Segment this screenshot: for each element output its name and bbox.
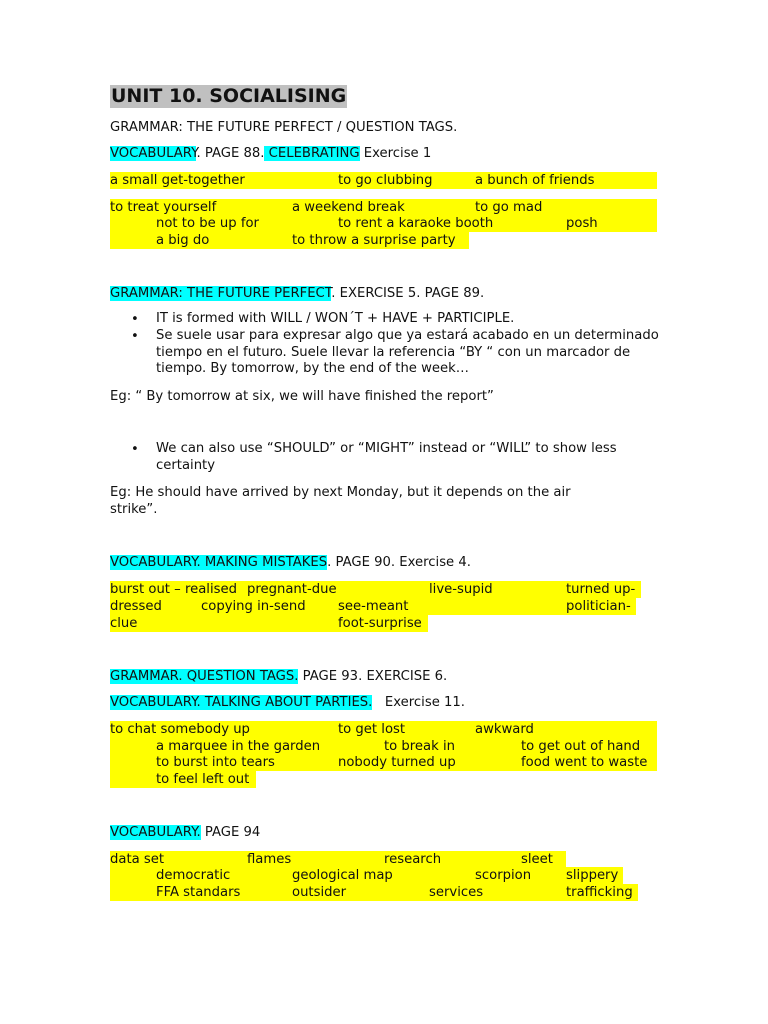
vocab-word: to get lost (338, 722, 406, 737)
parties-heading (110, 694, 465, 711)
vocab-word: flames (247, 852, 292, 867)
highlight-row (110, 851, 566, 868)
vocab-word: geological map (292, 868, 393, 883)
grammar-heading: GRAMMAR: THE FUTURE PERFECT / QUESTION TAGS. (110, 120, 458, 135)
page-ref: PAGE 94 (200, 825, 261, 840)
mistakes-heading (110, 554, 471, 571)
vocab-word: food went to waste (521, 755, 648, 770)
vocab-word: clue (110, 616, 138, 631)
vocab-word: a marquee in the garden (156, 739, 321, 754)
vocab-word: outsider (292, 885, 347, 900)
vocab-word: scorpion (475, 868, 532, 883)
vocab-word: to feel left out (156, 772, 250, 787)
exercise-ref: . EXERCISE 5. PAGE 89. (331, 286, 485, 301)
page-title: UNIT 10. SOCIALISING (111, 85, 347, 107)
example-sentence: Eg: “ By tomorrow at six, we will have finished the report” (110, 389, 494, 404)
vocab-word: copying in-send (201, 599, 306, 614)
vocab-word: research (384, 852, 442, 867)
vocab-word: not to be up for (156, 216, 259, 231)
vocab-word: foot-surprise (338, 616, 422, 631)
example-sentence: Eg: He should have arrived by next Monday, but it depends on the air strike”. (110, 485, 571, 517)
future-perfect-heading (110, 285, 484, 302)
exercise-ref: PAGE 93. EXERCISE 6. (298, 669, 448, 684)
vocab-word: trafficking (566, 885, 633, 900)
vocab-word: a small get-together (110, 173, 245, 188)
vocab-word: to go mad (475, 200, 543, 215)
vocab-word: slippery (566, 868, 619, 883)
vocab-word: to burst into tears (156, 755, 275, 770)
question-tags-heading (110, 668, 447, 685)
vocab-word: to break in (384, 739, 455, 754)
bullet-text: Se suele usar para expresar algo que ya estará acabado en un determinado tiempo en el futuro. Suele llevar la referencia “BY “ con un marcador de tiempo. By tomorrow, by the end of the week… (156, 328, 659, 376)
bullet-dot: • (131, 329, 139, 344)
vocab-word: to get out of hand (521, 739, 641, 754)
vocab-word: FFA standars (156, 885, 241, 900)
bullet-text: IT is formed with WILL / WON´T + HAVE + PARTICIPLE. (156, 311, 515, 326)
vocab-word: sleet (521, 852, 553, 867)
celebrating-label: CELEBRATING (264, 146, 360, 161)
vocab-word: live-supid (429, 582, 493, 597)
page-ref: . PAGE 88. (196, 146, 265, 161)
vocab-word: politician- (566, 599, 631, 614)
exercise-ref: . PAGE 90. Exercise 4. (327, 555, 471, 570)
vocab-word: awkward (475, 722, 534, 737)
vocab-word: posh (566, 216, 598, 231)
vocab-word: to rent a karaoke booth (338, 216, 494, 231)
vocab-word: pregnant-due (247, 582, 337, 597)
vocab-word: see-meant (338, 599, 409, 614)
vocab-word: turned up- (566, 582, 636, 597)
vocab-word: to chat somebody up (110, 722, 250, 737)
vocab-heading-p94 (110, 824, 260, 841)
vocab-word: a weekend break (292, 200, 405, 215)
vocab-word: burst out – realised (110, 582, 237, 597)
vocab-word: a big do (156, 233, 210, 248)
future-perfect-label: GRAMMAR: THE FUTURE PERFECT (110, 286, 332, 301)
vocab-heading-p88 (110, 145, 431, 162)
question-tags-label: GRAMMAR. QUESTION TAGS. (110, 669, 299, 684)
vocab-word: services (429, 885, 484, 900)
vocab-word: to throw a surprise party (292, 233, 456, 248)
bullet-dot: • (131, 442, 139, 457)
bullet-dot: • (131, 312, 139, 327)
vocab-label: VOCABULARY. (110, 825, 201, 840)
vocab-word: nobody turned up (338, 755, 456, 770)
vocab-word: to treat yourself (110, 200, 217, 215)
mistakes-label: VOCABULARY. MAKING MISTAKES (110, 555, 328, 570)
exercise-ref: Exercise 11. (372, 695, 465, 710)
vocab-word: to go clubbing (338, 173, 433, 188)
vocab-word: data set (110, 852, 165, 867)
vocab-label: VOCABULARY (110, 146, 197, 161)
exercise-ref: Exercise 1 (359, 146, 432, 161)
vocab-word: dressed (110, 599, 162, 614)
vocab-word: a bunch of friends (475, 173, 595, 188)
bullet-text: We can also use “SHOULD” or “MIGHT” instead or “WILL” to show less certainty (156, 441, 617, 473)
parties-label: VOCABULARY. TALKING ABOUT PARTIES. (110, 695, 373, 710)
vocab-word: democratic (156, 868, 231, 883)
